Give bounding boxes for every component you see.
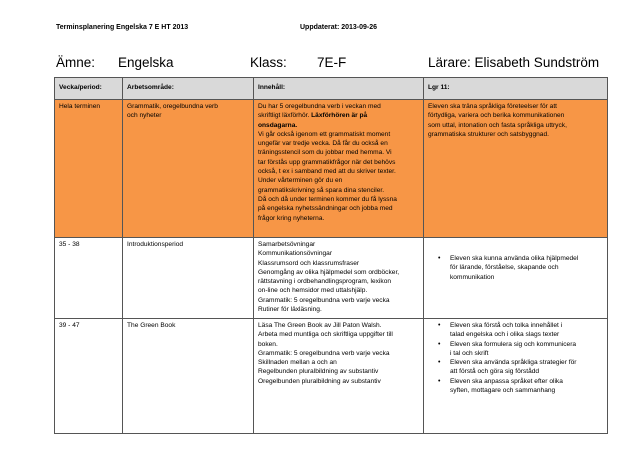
- header-week: Vecka/period:: [55, 78, 123, 100]
- area-cell: The Green Book: [123, 319, 254, 434]
- class-label: Klass:: [250, 55, 287, 70]
- content-cell: Du har 5 oregelbundna verb i veckan med skriftligt läxförhör. Läxförhören är på onsdagarna. Vi går också igenom ett grammatiskt moment ungefär var tredje vecka. Då får du också en träningsstencil som du jobbar med hemma. Vi tar förstås upp grammatikfrågor när det behövs också, t ex i samband med att du skriver texter. Under vårterminen gör du en grammatikskrivning så spara dina stenciler. Då och då under terminen kommer du få lyssna på engelska nyhetssändningar och jobba med frågor kring nyheterna.: [254, 100, 424, 238]
- teacher-name: Lärare: Elisabeth Sundström: [428, 55, 600, 70]
- content-cell: Läsa The Green Book av Jill Paton Walsh. Arbeta med muntliga och skriftliga uppgifter till boken. Grammatik: 5 oregelbundna verb varje vecka Skillnaden mellan a och an Regelbunden pluralbildning av substantiv Oregelbunden pluralbildning av substantiv: [254, 319, 424, 434]
- header-content: Innehåll:: [254, 78, 424, 100]
- table-row: [55, 100, 608, 238]
- content-cell: Samarbetsövningar Kommunikationsövningar Klassrumsord och klassrumsfraser Genomgång av olika hjälpmedel som ordböcker, rättstavning i ordbehandlingsprogram, lexikon on-line och hemsidor med uttalshjälp. Grammatik: 5 oregelbundna verb varje vecka Rutiner för läxläsning.: [254, 238, 424, 319]
- header-lgr: Lgr 11:: [424, 78, 608, 100]
- list-item: • Eleven ska anpassa språket efter olika syften, mottagare och sammanhang: [428, 377, 604, 396]
- lgr-cell: [424, 319, 608, 434]
- table-header-row: [55, 78, 608, 100]
- subject-label: Ämne:: [56, 55, 96, 70]
- planning-table: [54, 77, 608, 434]
- list-item: • Eleven ska formulera sig och kommunicera i tal och skrift: [428, 340, 604, 359]
- subject-value: Engelska: [118, 55, 174, 70]
- table-row: [55, 238, 608, 319]
- header-area: Arbetsområde:: [123, 78, 254, 100]
- area-cell: Grammatik, oregelbundna verb och nyheter: [123, 100, 254, 238]
- list-item: • Eleven ska förstå och tolka innehållet i talad engelska och i olika slags texter: [428, 321, 604, 340]
- week-cell: 39 - 47: [55, 319, 123, 434]
- class-value: 7E-F: [317, 55, 347, 70]
- lgr-cell: [424, 238, 608, 319]
- area-cell: Introduktionsperiod: [123, 238, 254, 319]
- updated-date: Uppdaterat: 2013-09-26: [300, 24, 378, 31]
- list-item: • Eleven ska kunna använda olika hjälpmedel för lärande, förståelse, skapande och kommunikation: [428, 254, 604, 282]
- table-row: [55, 319, 608, 434]
- week-cell: 35 - 38: [55, 238, 123, 319]
- lgr-cell: Eleven ska träna språkliga företeelser för att förtydliga, variera och berika kommunikationen som uttal, intonation och fasta språkliga uttryck, grammatiska strukturer och satsbyggnad.: [424, 100, 608, 238]
- week-cell: Hela terminen: [55, 100, 123, 238]
- document-header-title: Terminsplanering Engelska 7 E HT 2013: [56, 24, 189, 31]
- list-item: • Eleven ska använda språkliga strategier för att förstå och göra sig förstådd: [428, 358, 604, 377]
